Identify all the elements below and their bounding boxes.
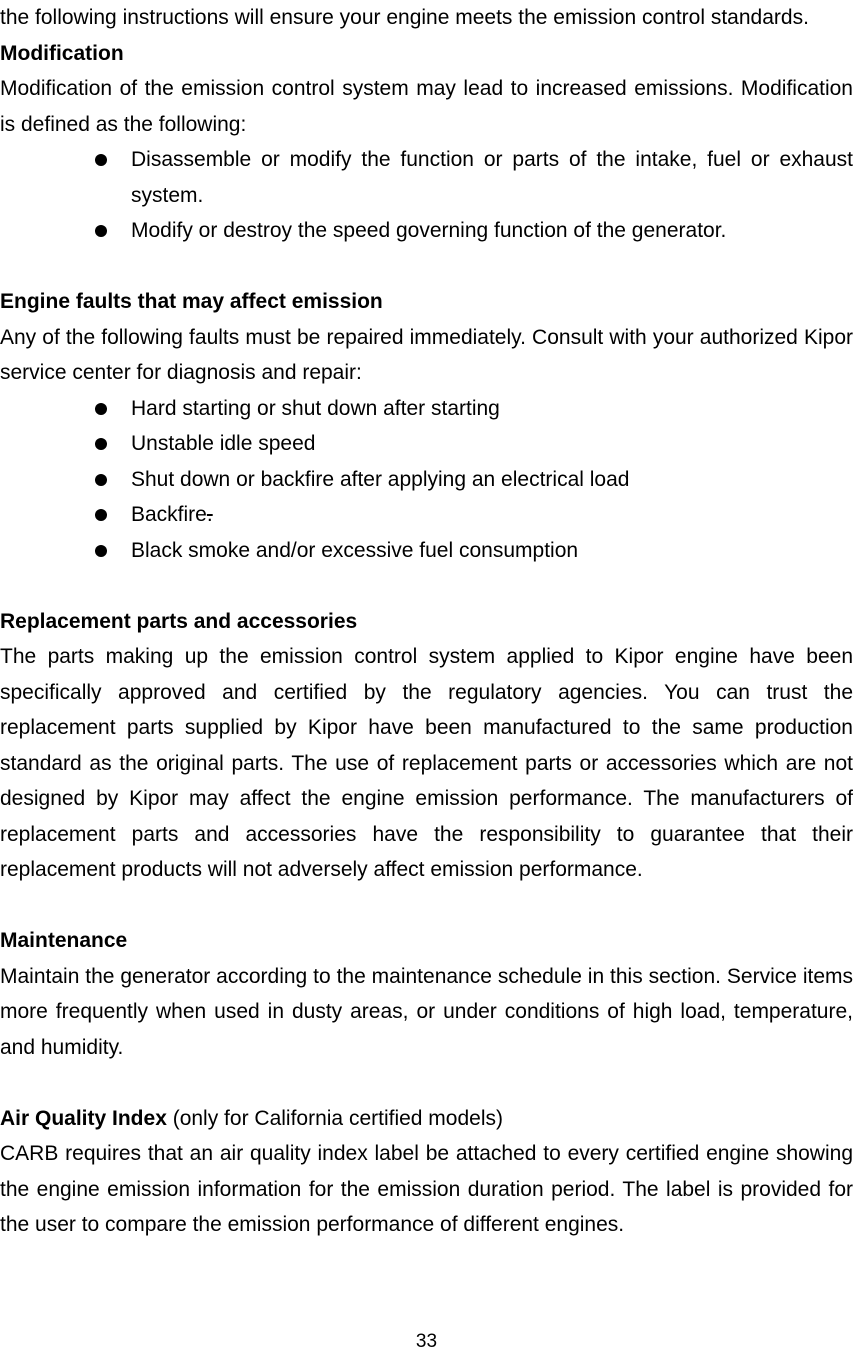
list-item: Shut down or backfire after applying an electrical load <box>0 462 853 498</box>
list-item: Modify or destroy the speed governing function of the generator. <box>0 213 853 249</box>
bullet-icon <box>95 474 107 486</box>
page-number: 33 <box>415 1331 438 1352</box>
faults-list <box>0 391 853 569</box>
modification-paragraph: Modification of the emission control system may lead to increased emissions. Modification is defined as the following: <box>0 77 853 136</box>
modification-heading: Modification <box>0 41 124 65</box>
spacer <box>0 249 853 285</box>
list-item: Black smoke and/or excessive fuel consumption <box>0 533 853 569</box>
replacement-heading: Replacement parts and accessories <box>0 609 358 633</box>
bullet-icon <box>95 509 107 521</box>
replacement-paragraph: The parts making up the emission control system applied to Kipor engine have been specifically approved and certified by the regulatory agencies. You can trust the replacement parts supplied by Kipor have been manufactured to the same production standard as the original parts. The use of replacement parts or accessories which are not designed by Kipor may affect the engine emission performance. The manufacturers of replacement parts and accessories have the responsibility to guarantee that their replacement products will not adversely affect emission performance. <box>0 645 853 881</box>
bullet-icon <box>95 545 107 557</box>
maintenance-heading: Maintenance <box>0 929 128 952</box>
aqi-heading-note: (only for California certified models) <box>166 1106 503 1130</box>
aqi-paragraph: CARB requires that an air quality index label be attached to every certified engine showing the engine emission information for the emission duration period. The label is provided for the user to compare the emission performance of different engines. <box>0 1142 853 1236</box>
spacer <box>0 568 853 604</box>
faults-heading: Engine faults that may affect emission <box>0 290 383 313</box>
bullet-icon <box>95 154 107 166</box>
list-item: Hard starting or shut down after starting <box>0 391 853 427</box>
list-item: Disassemble or modify the function or parts of the intake, fuel or exhaust system. <box>0 142 853 213</box>
spacer <box>0 888 853 924</box>
struck-period: . <box>206 503 213 526</box>
bullet-icon <box>95 225 107 237</box>
maintenance-paragraph: Maintain the generator according to the maintenance schedule in this section. Service items more frequently when used in dusty areas, or under conditions of high load, temperature, and humidity. <box>0 964 853 1059</box>
list-item: Unstable idle speed <box>0 426 853 462</box>
modification-list <box>0 142 853 249</box>
aqi-heading-line <box>0 1101 853 1137</box>
faults-paragraph: Any of the following faults must be repaired immediately. Consult with your authorized Kipor service center for diagnosis and repair: <box>0 325 853 384</box>
aqi-heading: Air Quality Index <box>0 1106 167 1130</box>
list-item: Backfire. <box>0 497 853 533</box>
spacer <box>0 1065 853 1101</box>
intro-paragraph: the following instructions will ensure your engine meets the emission control standards. <box>0 6 809 29</box>
bullet-icon <box>95 403 107 415</box>
bullet-icon <box>95 438 107 450</box>
